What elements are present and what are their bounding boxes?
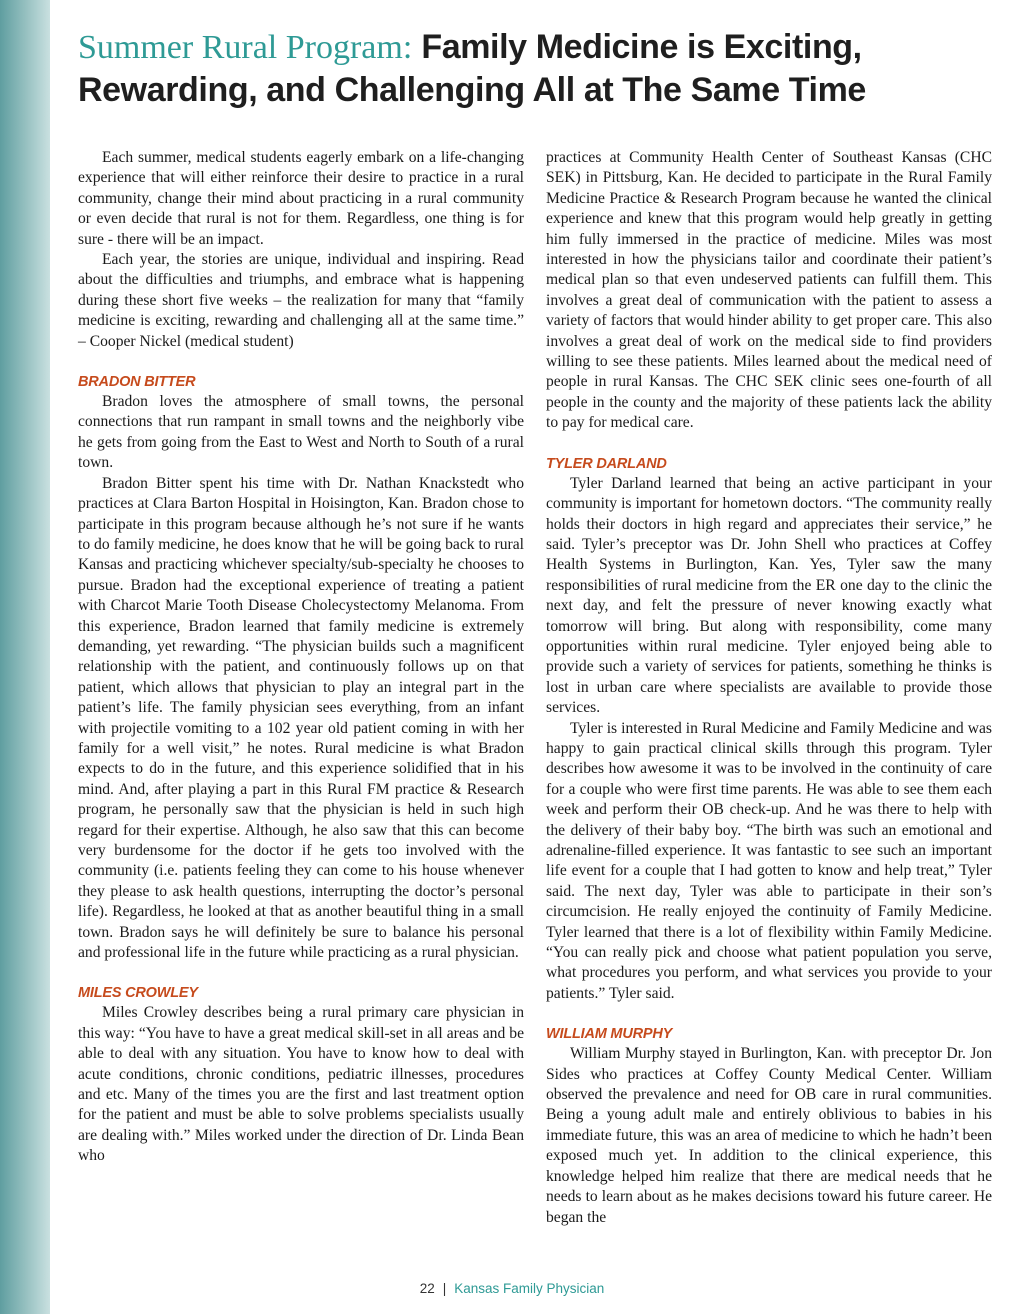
section-heading-bradon-bitter: BRADON BITTER (78, 374, 196, 391)
title-program-name: Summer Rural Program: (78, 29, 413, 66)
left-column (78, 148, 524, 1167)
section-heading-tyler-darland: TYLER DARLAND (546, 455, 667, 472)
intro-paragraph: Each year, the stories are unique, individual and inspiring. Read about the difficulties and triumphs, and embrace what is happening during these short five weeks – the realization for many that “family medicine is exciting, rewarding and challenging all at the same time.” – Cooper Nickel (medical student) (78, 251, 524, 350)
body-paragraph-continued: practices at Community Health Center of Southeast Kansas (CHC SEK) in Pittsburg, Kan. He decided to participate in the Rural Family Medicine Practice & Research Program because he wanted the clinical experience and knew that this program would help greatly in getting him fully immersed in the practice of medicine. Miles was most interested in how the physicians tailor and coordinate their patient’s medical plan so that even undeserved patients can fulfill them. This involves a great deal of communication with the patient to assess a variety of factors that would hinder ability to get proper care. This also involves a great deal of work on the medical side to find providers willing to see these patients. Miles learned about the medical need of people in rural Kansas. The CHC SEK clinic sees one-fourth of all people in the county and the majority of these patients lack the ability to pay for medical care. (546, 149, 992, 432)
body-paragraph: Tyler Darland learned that being an active participant in your community is important for hometown doctors. “The community really holds their doctors in high regard and appreciates their service,” he said. Tyler’s preceptor was Dr. John Shell who practices at Coffey Health Systems in Burlington, Kan. Yes, Tyler saw the many responsibilities of rural medicine from the ER one day to the clinic the next day, and felt the pressure of never knowing exactly what tomorrow will bring. But along with responsibility, come many opportunities within rural medicine. Tyler enjoyed being able to provide such a variety of services for patients, something he thinks is lost in urban care where specialists are available to provide those services. (546, 474, 992, 717)
article-title (78, 26, 978, 112)
footer-separator: | (442, 1281, 447, 1296)
body-paragraph: William Murphy stayed in Burlington, Kan. with preceptor Dr. Jon Sides who practices at Coffey County Medical Center. William observed the prevalence and need for OB care in rural communities. Being a young adult male and entirely oblivious to babies in his immediate future, this was an area of medicine to which he hadn’t been exposed much yet. In addition to the clinical experience, this knowledge helped him realize that there are medical needs that he needs to learn about as he makes decisions toward his future career. He began the (546, 1045, 992, 1226)
right-column (546, 148, 992, 1228)
decorative-side-band (0, 0, 50, 1314)
body-paragraph: Tyler is interested in Rural Medicine and Family Medicine and was happy to gain practical clinical skills through this program. Tyler describes how awesome it was to be involved in the continuity of care for a couple who were first time parents. He was able to see them each week and perform their OB check-up. And he was there to help with the delivery of their baby boy. “The birth was such an emotional and adrenaline-filled experience. It was fantastic to see such an important life event for a couple that I had gotten to know and help treat,” Tyler said. The next day, Tyler was able to participate in their son’s circumcision. He really enjoyed the continuity of Family Medicine. Tyler learned that there is a lot of flexibility within Family Medicine. “You can really pick and choose what patient population you serve, what procedures you perform, and what services you provide to your patients.” Tyler said. (546, 719, 992, 1002)
journal-name: Kansas Family Physician (454, 1281, 605, 1296)
section-heading-william-murphy: WILLIAM MURPHY (546, 1026, 673, 1043)
section-heading-miles-crowley: MILES CROWLEY (78, 985, 198, 1002)
body-paragraph: Miles Crowley describes being a rural primary care physician in this way: “You have to have a great medical skill-set in all areas and be able to deal with any situation. You have to know how to deal with acute conditions, chronic conditions, pediatric illnesses, procedures and etc. Many of the times you are the first and last treatment option for the patient and must be able to solve problems specialists usually are dealing with.” Miles worked under the direction of Dr. Linda Bean who (78, 1004, 524, 1165)
page-number: 22 (419, 1281, 435, 1296)
intro-paragraph: Each summer, medical students eagerly embark on a life-changing experience that will either reinforce their desire to practice in a rural community, change their mind about practicing in a rural community or even decide that rural is not for them. Regardless, one thing is for sure - there will be an impact. (78, 149, 524, 248)
body-paragraph: Bradon Bitter spent his time with Dr. Nathan Knackstedt who practices at Clara Barton Hospital in Hoisington, Kan. Bradon chose to participate in this program because although he’s not sure if he wants to do family medicine, he does know that he will be going back to rural Kansas and practicing whichever specialty/sub-specialty he chooses to pursue. Bradon had the exceptional experience of treating a patient with Charcot Marie Tooth Disease Cholecystectomy Melanoma. From this experience, Bradon learned that family medicine is extremely demanding, yet rewarding. “The physician builds such a magnificent relationship with the patient, and continuously follows up on that patient, which allows that physician to play an integral part in the patient’s life. The family physician sees everything, from an infant with projectile vomiting to a 102 year old patient coming in with her family for a well visit,” he notes. Rural medicine is what Bradon expects to do in the future, and this experience solidified that in his mind. And, after playing a part in this Rural FM practice & Research program, he personally saw that the physician is held in such high regard for their expertise. Although, he also saw that this can become very burdensome for the doctor if he gets too involved with the community (i.e. patients feeling they can come to his house whenever they please to ask health questions, interrupting the doctor’s personal life). Regardless, he looked at that as another beautiful thing in a small town. Bradon says he will definitely be sure to balance his personal and professional life in the future while practicing as a rural physician. (78, 474, 524, 962)
body-paragraph: Bradon loves the atmosphere of small towns, the personal connections that run rampant in small towns and the neighborly vibe he gets from going from the East to West and North to South of a rural town. (78, 393, 524, 472)
title-subtitle: Family Medicine is Exciting, Rewarding, and Challenging All at The Same Time (78, 28, 866, 109)
page-footer (0, 1281, 1024, 1296)
